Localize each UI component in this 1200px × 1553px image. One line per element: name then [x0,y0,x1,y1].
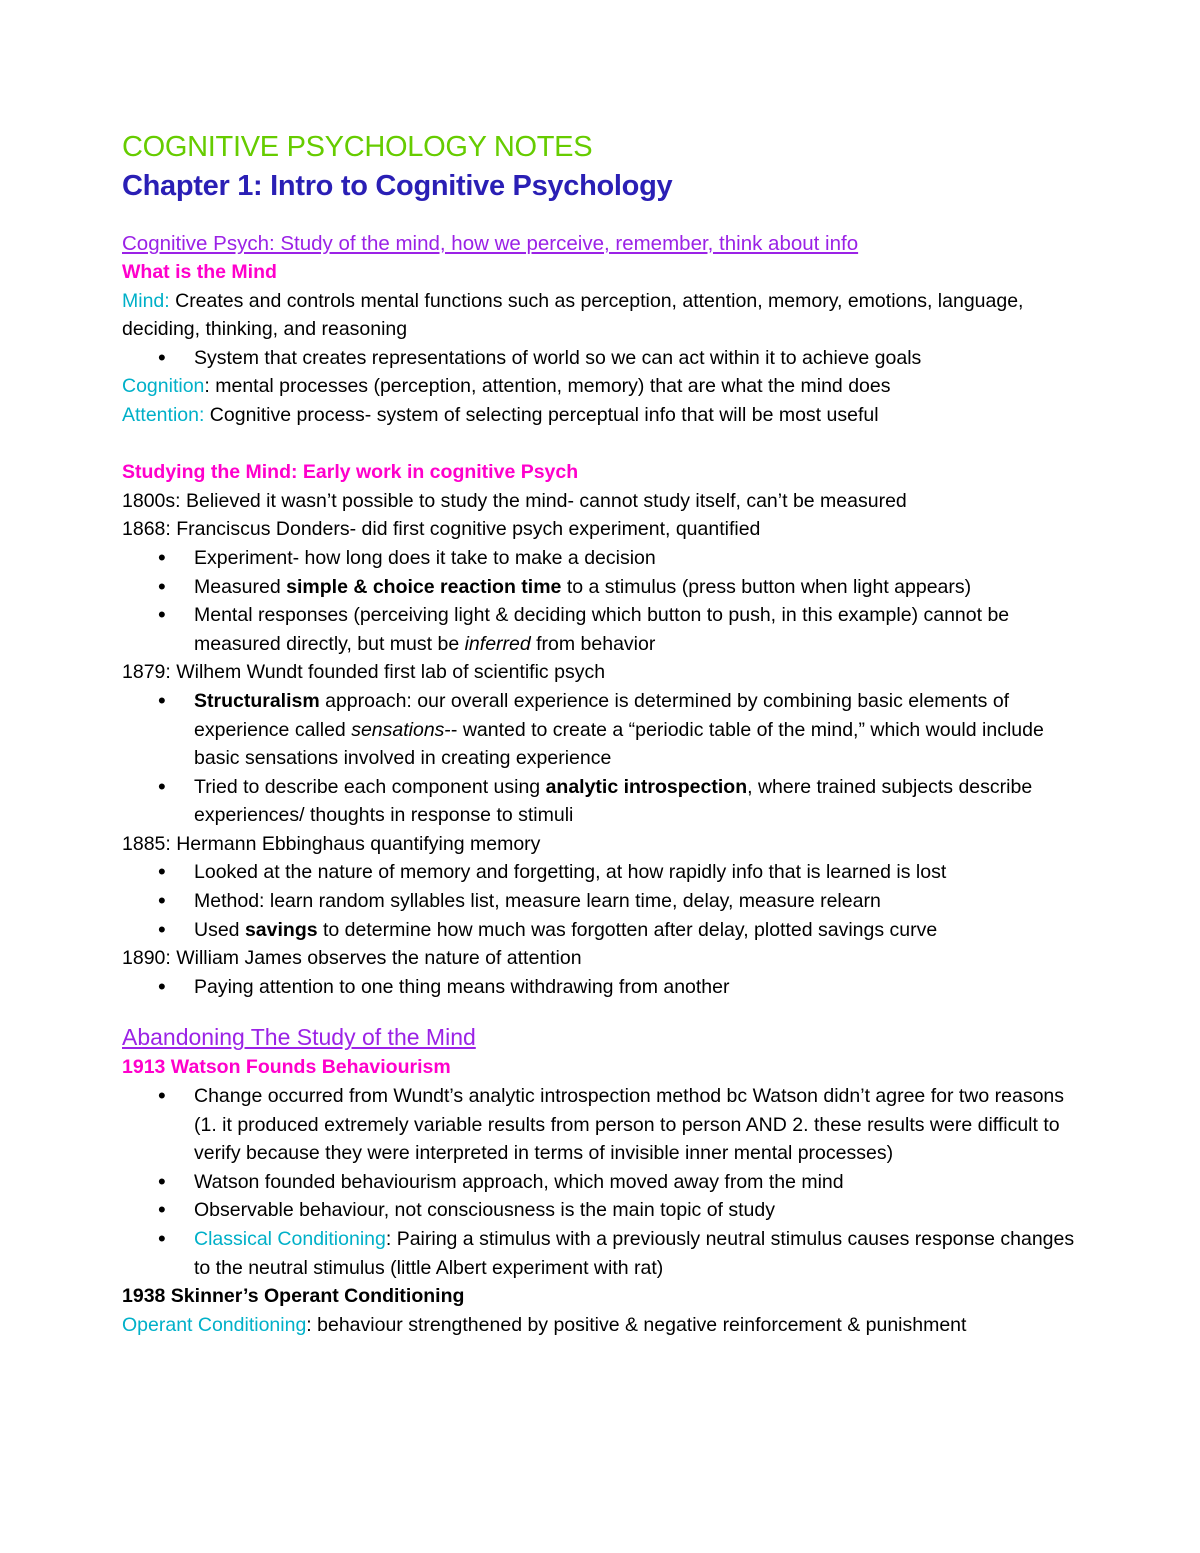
line-1800s: 1800s: Believed it wasn’t possible to study the mind- cannot study itself, can’t be measured [122,489,907,512]
term-classical-conditioning: Classical Conditioning [194,1228,386,1250]
document-page [122,128,1082,1339]
list-item: • Watson founded behaviourism approach, which moved away from the mind [194,1168,1082,1197]
italic-term: inferred [464,632,531,655]
attention-definition-text: Cognitive process- system of selecting perceptual info that will be most useful [204,403,879,426]
cognition-definition-text: : mental processes (perception, attention, memory) that are what the mind does [204,375,891,398]
list-item: • System that creates representations of world so we can act within it to achieve goals [194,344,1082,373]
chapter-title: Chapter 1: Intro to Cognitive Psychology [122,170,673,202]
line-1885: 1885: Hermann Ebbinghaus quantifying memory [122,832,541,855]
line-1868: 1868: Franciscus Donders- did first cognitive psych experiment, quantified [122,518,761,541]
term-operant-conditioning: Operant Conditioning [122,1313,307,1336]
list-item [194,916,1082,945]
list-item: • Paying attention to one thing means withdrawing from another [194,973,1082,1002]
list-item [194,773,1082,830]
bullets-1879 [122,687,1082,830]
list-item [194,601,1082,658]
text-run: Used [194,918,245,941]
attention-definition [122,401,1082,430]
subheading-what-is-mind: What is the Mind [122,261,277,283]
bold-heading-skinner: 1938 Skinner’s Operant Conditioning [122,1285,465,1308]
operant-definition [122,1311,1082,1340]
text-run: -- wanted to create a “periodic table of the mind,” which would include basic sensations involved in creating experience [194,718,1044,770]
document-title: COGNITIVE PSYCHOLOGY NOTES [122,131,593,163]
bold-term: Structuralism [194,689,320,712]
mind-bullet-list [122,344,1082,373]
bold-term: savings [244,918,318,941]
text-run: approach: our overall experience is determined by combining basic elements of experience called [194,689,1010,741]
text-run: to determine how much was forgotten after delay, plotted savings curve [317,918,938,941]
list-item: • Looked at the nature of memory and forgetting, at how rapidly info that is learned is lost [194,858,1082,887]
list-item [194,687,1082,773]
line-1879: 1879: Wilhem Wundt founded first lab of scientific psych [122,661,606,684]
term-cognition: Cognition [122,375,205,398]
text-run: to a stimulus (press button when light appears) [561,575,972,598]
italic-term: sensations [351,718,445,741]
mind-definition-text: Creates and controls mental functions such as perception, attention, memory, emotions, language, deciding, thinking, and reasoning [122,289,1024,341]
bullets-1868 [122,544,1082,658]
bullets-1885 [122,858,1082,944]
list-item: • Experiment- how long does it take to make a decision [194,544,1082,573]
text-run: Measured [194,575,287,598]
list-item: • Method: learn random syllables list, measure learn time, delay, measure relearn [194,887,1082,916]
text-run: , where trained subjects describe experiences/ thoughts in response to stimuli [194,775,1033,827]
operant-definition-text: : behaviour strengthened by positive & negative reinforcement & punishment [306,1313,967,1336]
text-run: from behavior [530,632,656,655]
mind-definition [122,287,1082,344]
line-skinner [122,1282,1082,1311]
bold-term: analytic introspection [545,775,748,798]
list-item [194,573,1082,602]
subheading-studying-mind: Studying the Mind: Early work in cognitive Psych [122,461,579,484]
list-item: • Observable behaviour, not consciousness is the main topic of study [194,1196,1082,1225]
text-run: Mental responses (perceiving light & deciding which button to push, in this example) cannot be measured directly, but must be [194,604,1010,655]
list-item: • Change occurred from Wundt’s analytic introspection method bc Watson didn’t agree for two reasons (1. it produced extremely variable results from person to person AND 2. these results were difficult to verify because they were interpreted in terms of invisible inner mental processes) [194,1082,1082,1168]
term-mind: Mind: [122,289,170,312]
cognition-definition [122,372,1082,401]
section-heading-cognitive-psych[interactable]: Cognitive Psych: Study of the mind, how we perceive, remember, think about info [122,232,859,255]
section-heading-abandoning[interactable]: Abandoning The Study of the Mind [122,1024,476,1051]
bold-term: simple & choice reaction time [286,575,562,598]
subheading-watson: 1913 Watson Founds Behaviourism [122,1056,451,1079]
term-attention: Attention: [122,403,205,426]
line-1890: 1890: William James observes the nature of attention [122,947,582,970]
text-run: Tried to describe each component using [194,775,546,798]
list-item [194,1225,1082,1282]
bullets-watson [122,1082,1082,1282]
bullets-1890 [122,973,1082,1002]
text-run: : Pairing a stimulus with a previously neutral stimulus causes response changes to the neutral stimulus (little Albert experiment with rat) [194,1228,1075,1279]
